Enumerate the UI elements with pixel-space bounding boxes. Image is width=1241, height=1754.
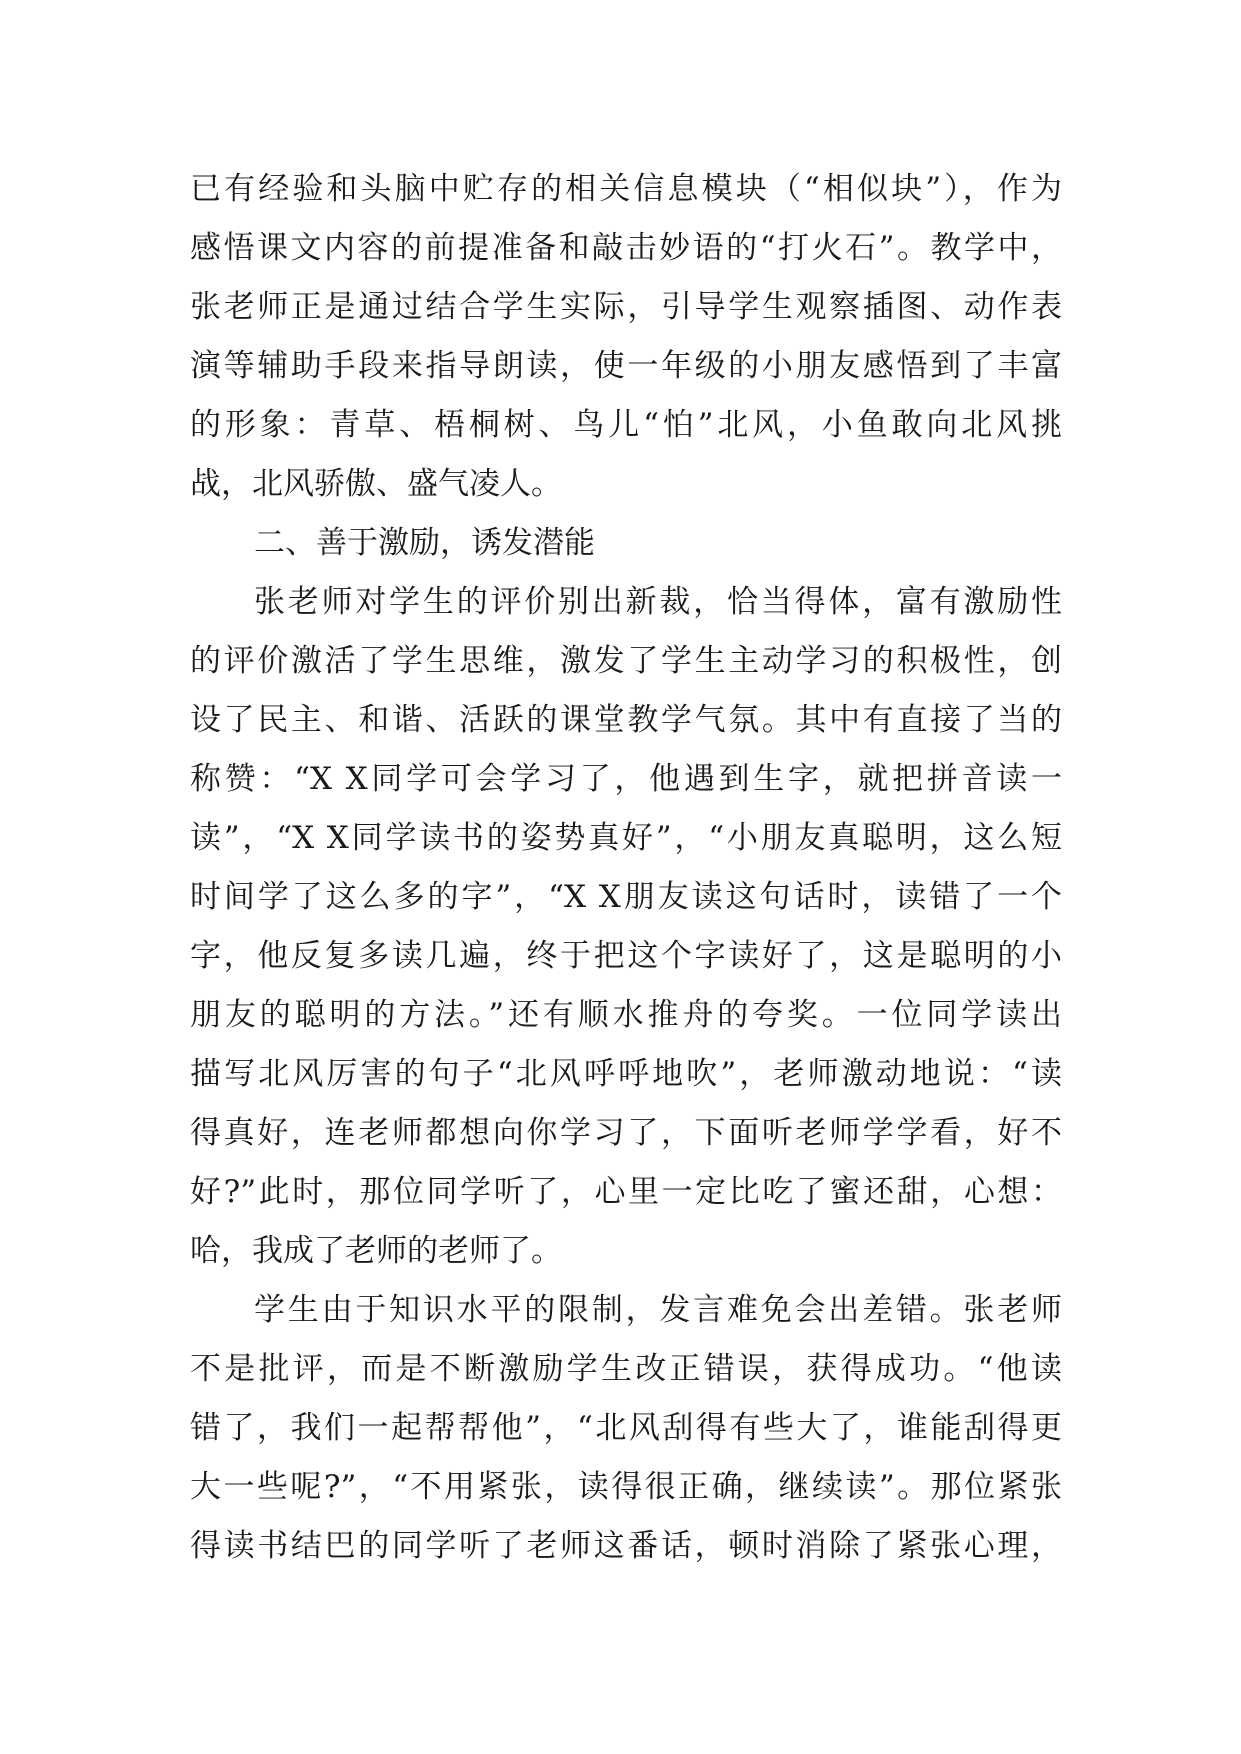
text-line: 朋友的聪明的方法。”还有顺水推舟的夸奖。一位同学读出 [190, 997, 1062, 1033]
text-line: 设了民主、和谐、活跃的课堂教学气氛。其中有直接了当的 [190, 702, 1062, 738]
text-line: 张老师正是通过结合学生实际，引导学生观察插图、动作表 [190, 289, 1062, 325]
text-line: 大一些呢?”，“不用紧张，读得很正确，继续读”。那位紧张 [190, 1469, 1062, 1505]
text-line: 读”，“X X同学读书的姿势真好”，“小朋友真聪明，这么短 [190, 820, 1062, 856]
text-line: 称赞：“X X同学可会学习了，他遇到生字，就把拼音读一 [190, 761, 1062, 797]
text-line: 张老师对学生的评价别出新裁，恰当得体，富有激励性 [254, 584, 1062, 620]
text-line: 时间学了这么多的字”，“X X朋友读这句话时，读错了一个 [190, 879, 1062, 915]
text-line: 得读书结巴的同学听了老师这番话，顿时消除了紧张心理， [190, 1528, 1062, 1564]
text-line: 学生由于知识水平的限制，发言难免会出差错。张老师 [254, 1292, 1062, 1328]
text-line: 演等辅助手段来指导朗读，使一年级的小朋友感悟到了丰富 [190, 348, 1062, 384]
document-body [190, 160, 1062, 1576]
text-line: 得真好，连老师都想向你学习了，下面听老师学学看，好不 [190, 1115, 1062, 1151]
text-line: 感悟课文内容的前提准备和敲击妙语的“打火石”。教学中， [190, 230, 1062, 266]
text-line: 哈，我成了老师的老师了。 [190, 1233, 562, 1269]
text-line: 错了，我们一起帮帮他”，“北风刮得有些大了，谁能刮得更 [190, 1410, 1062, 1446]
text-line: 已有经验和头脑中贮存的相关信息模块（“相似块”），作为 [190, 171, 1062, 207]
section-heading: 二、善于激励，诱发潜能 [254, 525, 595, 561]
text-line: 不是批评，而是不断激励学生改正错误，获得成功。“他读 [190, 1351, 1062, 1387]
text-line: 描写北风厉害的句子“北风呼呼地吹”，老师激动地说：“读 [190, 1056, 1062, 1092]
text-line: 好?”此时，那位同学听了，心里一定比吃了蜜还甜，心想： [190, 1174, 1062, 1210]
text-line: 的评价激活了学生思维，激发了学生主动学习的积极性，创 [190, 643, 1062, 679]
text-line: 的形象：青草、梧桐树、鸟儿“怕”北风，小鱼敢向北风挑 [190, 407, 1062, 443]
text-line: 字，他反复多读几遍，终于把这个字读好了，这是聪明的小 [190, 938, 1062, 974]
text-line: 战，北风骄傲、盛气凌人。 [190, 466, 562, 502]
